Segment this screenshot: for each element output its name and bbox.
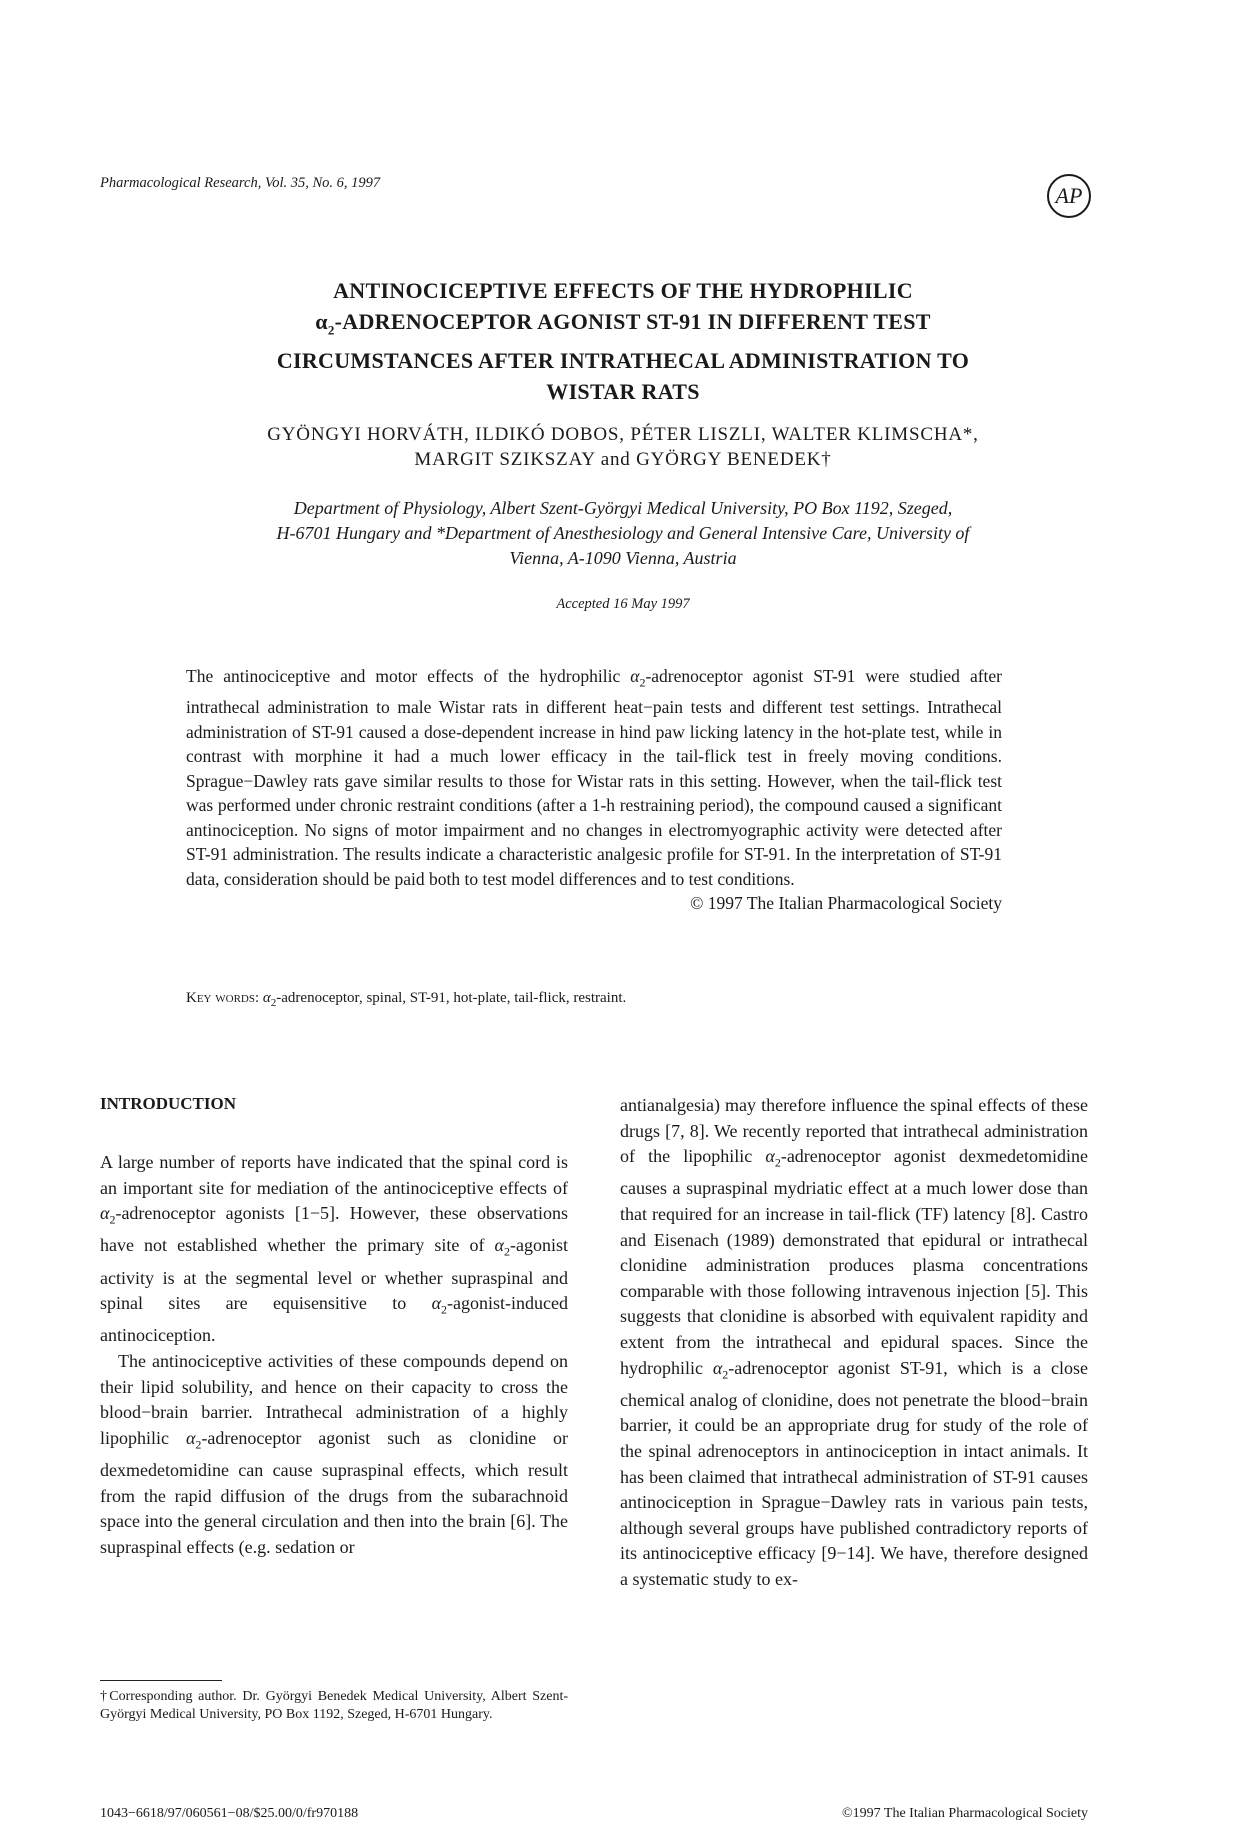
affiliation-line-1: Department of Physiology, Albert Szent-Györgyi Medical University, PO Box 1192, Szeged, [293,498,953,518]
accepted-date: Accepted 16 May 1997 [556,596,690,612]
keywords-label: Key words: [186,990,260,1006]
title-line-3: CIRCUMSTANCES AFTER INTRATHECAL ADMINISTRATION TO [276,348,970,374]
footnote-rule [100,1680,222,1681]
abstract [186,664,1002,916]
paragraph-3: antianalgesia) may therefore influence the spinal effects of these drugs [7, 8]. We recently reported that intrathecal administration of the lipophilic $\alpha_2$-adrenoceptor agonist dexmedetomidine causes a supraspinal mydriatic effect at a much lower dose than that required for an increase in tail-flick (TF) latency [8]. Castro and Eisenach (1989) demonstrated that epidural or intrathecal clonidine administration produces plasma concentrations comparable with those following intravenous injection [5]. This suggests that clonidine is absorbed with equivalent rapidity and extent from the intrathecal and epidural spaces. Since the hydrophilic $\alpha_2$-adrenoceptor agonist ST-91, which is a close chemical analog of clonidine, does not penetrate the blood−brain barrier, it could be an appropriate drug for study of the role of the spinal adrenoceptors in antinociception in intact animals. It has been claimed that intrathecal administration of ST-91 causes antinociception in Sprague−Dawley rats in various pain tests, although several groups have published contradictory reports of its antinociceptive efficacy [9−14]. We have, therefore designed a systematic study to ex- [620,1095,1088,1589]
keywords-text: -adrenoceptor, spinal, ST-91, hot-plate, tail-flick, restraint. [276,990,627,1006]
affiliation-line-2: H-6701 Hungary and *Department of Anesthesiology and General Intensive Care, University of [276,523,970,543]
abstract-alpha: α [630,666,640,686]
abstract-sub: 2 [639,675,646,690]
title-sub: 2 [327,322,335,338]
abstract-copyright: © 1997 The Italian Pharmacological Society [690,893,1002,913]
footer-copyright: ©1997 The Italian Pharmacological Society [842,1806,1088,1821]
abstract-text-1: The antinociceptive and motor effects of the hydrophilic [186,666,631,686]
title-line-1: ANTINOCICEPTIVE EFFECTS OF THE HYDROPHILIC [333,278,913,303]
authors-line-2: MARGIT SZIKSZAY and GYÖRGY BENEDEK† [414,449,832,470]
column-right [620,1093,1088,1592]
section-heading-introduction: INTRODUCTION [100,1094,237,1113]
paragraph-1: A large number of reports have indicated that the spinal cord is an important site for mediation of the antinociceptive effects of $\alpha_2$-adrenoceptor agonists [1−5]. However, these observations have not established whether the primary site of $\alpha_2$-agonist activity is at the segmental level or whether supraspinal and spinal sites are equisensitive to $\alpha_2-agonist$-induced antinociception. [100,1152,568,1346]
footnote: †Corresponding author. Dr. Györgyi Benedek Medical University, Albert Szent-Györgyi Medical University, PO Box 1192, Szeged, H-6701 Hungary. [100,1689,568,1722]
keywords [186,990,626,1009]
column-left [100,1150,568,1560]
keywords-sub: 2 [270,997,277,1009]
title-alpha: α [315,309,328,334]
publisher-logo [1045,172,1093,220]
paragraph-2: The antinociceptive activities of these compounds depend on their lipid solubility, and hence on their capacity to cross the blood−brain barrier. Intrathecal administration of a highly lipophilic $\alpha_2$-adrenoceptor agonist such as clonidine or dexmedetomidine can cause supraspinal effects, which result from the rapid diffusion of the drugs from the subarachnoid space into the general circulation and then into the brain [6]. The supraspinal effects (e.g. sedation or [100,1350,568,1557]
affiliation-line-3: Vienna, A-1090 Vienna, Austria [509,548,737,568]
paper-title [100,275,1146,407]
authors-line-1: GYÖNGYI HORVÁTH, ILDIKÓ DOBOS, PÉTER LISZLI, WALTER KLIMSCHA*, [267,424,979,445]
title-line-2-text: -ADRENOCEPTOR AGONIST ST-91 IN DIFFERENT TEST [334,309,931,334]
abstract-text-2: -adrenoceptor agonist ST-91 were studied after intrathecal administration to male Wistar rats in different heat−pain tests and different test settings. Intrathecal administration of ST-91 caused a dose-dependent increase in hind paw licking latency in the hot-plate test, while in contrast with morphine it had a much lower efficacy in the tail-flick test in freely moving conditions. Sprague−Dawley rats gave similar results to those for Wistar rats in this setting. However, when the tail-flick test was performed under chronic restraint conditions (after a 1-h restraining period), the compound caused a significant antinociception. No signs of motor impairment and no changes in electromyographic activity were detected after ST-91 administration. The results indicate a characteristic analgesic profile for ST-91. In the interpretation of ST-91 data, consideration should be paid both to test model differences and to test conditions. [186,666,1003,889]
author-list [100,422,1146,472]
footer-identifier: 1043−6618/97/060561−08/$25.00/0/fr970188 [100,1806,359,1821]
keywords-alpha: α [262,990,271,1006]
title-line-4: WISTAR RATS [546,379,700,405]
title-line-2 [100,306,1146,345]
affiliation [130,496,1116,571]
logo-text: AP [1055,183,1083,208]
journal-citation: Pharmacological Research, Vol. 35, No. 6, 1997 [100,175,381,191]
